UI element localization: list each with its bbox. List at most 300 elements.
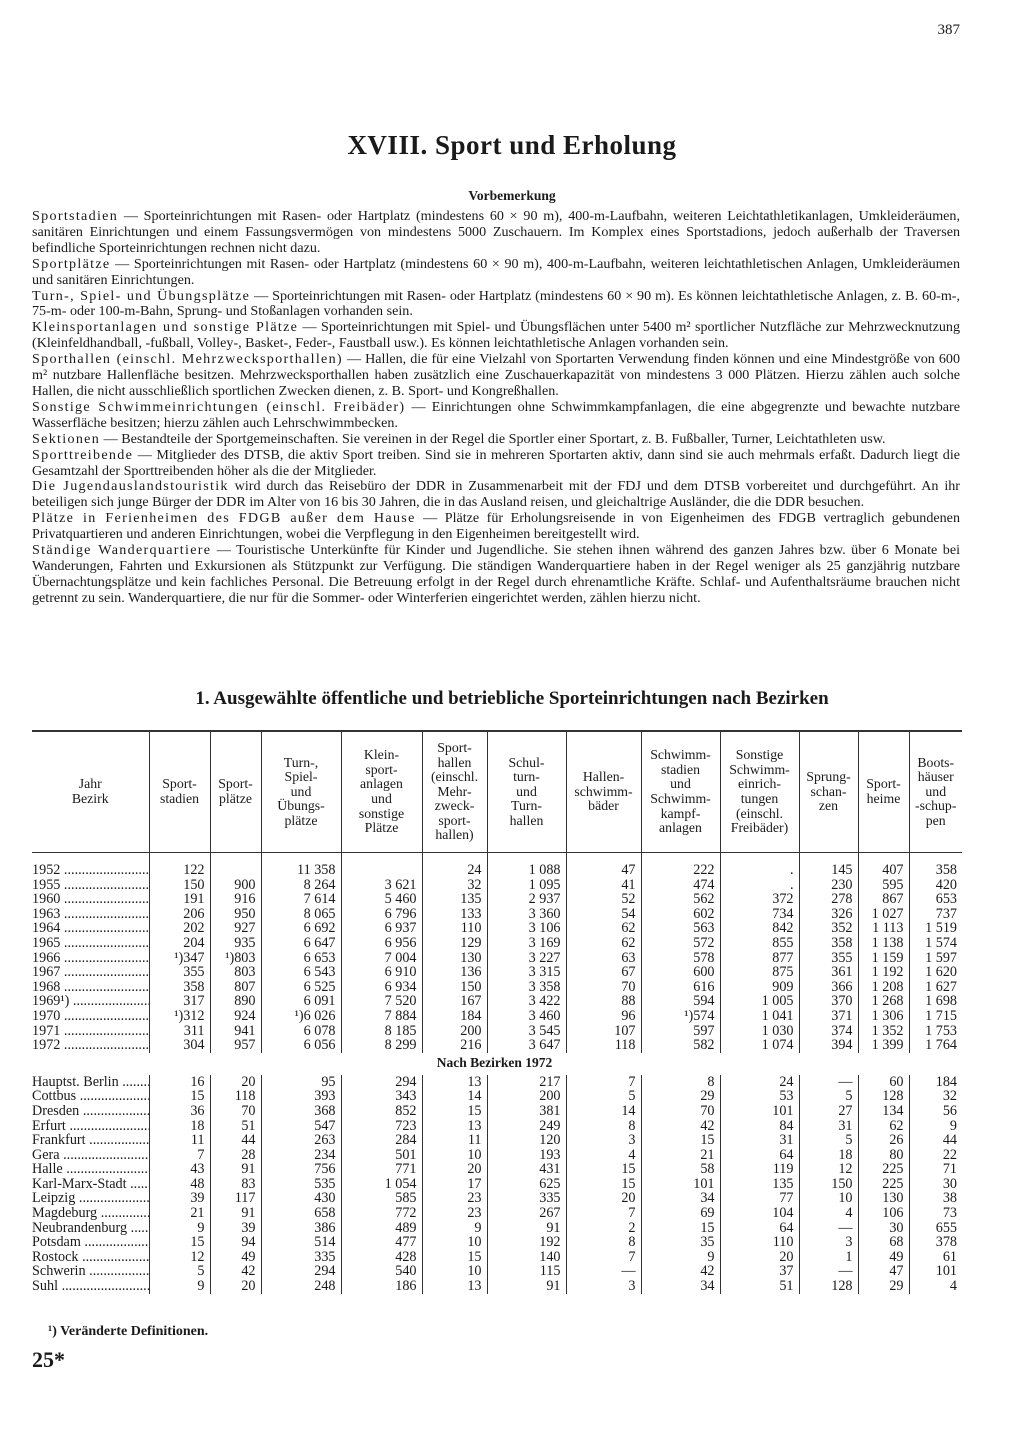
table-cell: 355 xyxy=(149,965,210,980)
table-cell: 41 xyxy=(566,878,641,893)
table-cell: 6 078 xyxy=(261,1024,341,1039)
table-cell: 924 xyxy=(210,1009,261,1024)
table-cell: 7 xyxy=(566,1206,641,1221)
table-cell: 514 xyxy=(261,1235,341,1250)
table-cell: 5 xyxy=(799,1089,858,1104)
table-cell: 61 xyxy=(909,1250,962,1265)
table-cell: 248 xyxy=(261,1279,341,1294)
table-cell: 7 xyxy=(149,1148,210,1163)
table-cell: 597 xyxy=(641,1024,720,1039)
table-cell: 5 xyxy=(566,1089,641,1104)
table-cell: 562 xyxy=(641,892,720,907)
table-cell: 6 647 xyxy=(261,936,341,951)
vorbemerkung-paragraph xyxy=(32,479,960,511)
table-cell: 10 xyxy=(422,1235,487,1250)
table-cell: 11 358 xyxy=(261,863,341,878)
table-cell: 807 xyxy=(210,980,261,995)
table-cell: 1 519 xyxy=(909,921,962,936)
row-label xyxy=(32,878,149,893)
row-label-text: Magdeburg ..... xyxy=(32,1206,149,1221)
table-cell: 20 xyxy=(566,1191,641,1206)
section-header: Nach Bezirken 1972 xyxy=(436,1055,553,1071)
row-label-text: Frankfurt ..... xyxy=(32,1133,149,1148)
table-cell: 35 xyxy=(641,1235,720,1250)
table-row xyxy=(32,1162,962,1177)
table-cell: 96 xyxy=(566,1009,641,1024)
table-cell: 18 xyxy=(149,1119,210,1134)
table-cell: 20 xyxy=(210,1075,261,1090)
table-cell: 625 xyxy=(487,1177,566,1192)
table-cell: 36 xyxy=(149,1104,210,1119)
table-cell: 900 xyxy=(210,878,261,893)
table-row xyxy=(32,1024,962,1039)
table-cell: ¹)312 xyxy=(149,1009,210,1024)
table-row xyxy=(32,1075,962,1090)
table-cell: 1 208 xyxy=(858,980,909,995)
table-cell: 204 xyxy=(149,936,210,951)
table-cell: 6 956 xyxy=(341,936,422,951)
row-label xyxy=(32,965,149,980)
row-label-text: Schwerin ..... xyxy=(32,1264,149,1279)
table-cell: 420 xyxy=(909,878,962,893)
table-row xyxy=(32,921,962,936)
table-title: 1. Ausgewählte öffentliche und betriebliche Sporteinrichtungen nach Bezirken xyxy=(195,688,829,709)
table-cell: 34 xyxy=(641,1191,720,1206)
definition-text: — Sporteinrichtungen mit Spiel- und Übungsflächen unter 5400 m² sportlicher Nutzfläche zur Mehrzwecknutzung (Kleinfeldhandball, -fußball, Volley-, Basket-, Feder-, Faustball usw.). Es können leichtathletische Anlagen vorhanden sein. xyxy=(32,319,960,352)
row-label-text: Potsdam ..... xyxy=(32,1235,149,1250)
table-cell: 734 xyxy=(720,907,799,922)
row-label xyxy=(32,980,149,995)
table-cell: 26 xyxy=(858,1133,909,1148)
row-label xyxy=(32,921,149,936)
table-cell xyxy=(210,863,261,878)
table-cell: 24 xyxy=(422,863,487,878)
table-cell: 135 xyxy=(720,1177,799,1192)
table-cell: 3 xyxy=(566,1279,641,1294)
table-cell: 1 597 xyxy=(909,951,962,966)
table-cell: 44 xyxy=(210,1133,261,1148)
table-cell: 38 xyxy=(909,1191,962,1206)
definition-text: — Sporteinrichtungen mit Rasen- oder Hartplatz (mindestens 60 × 90 m), 400-m-Laufbahn, weiteren leichtathletischen Anlagen, Umkleideräumen und sanitären Einrichtungen. xyxy=(32,255,960,288)
table-cell: 8 264 xyxy=(261,878,341,893)
table-cell: 2 937 xyxy=(487,892,566,907)
row-label-text: 1952 ..... xyxy=(32,863,149,878)
table-cell: 12 xyxy=(799,1162,858,1177)
table-row xyxy=(32,1038,962,1053)
table-row xyxy=(32,936,962,951)
definition-text: — Sporteinrichtungen mit Rasen- oder Hartplatz (mindestens 60 × 90 m), 400-m-Laufbahn, weiteren Leichtathletikanlagen, Umkleideräumen, sanitären Einrichtungen und einem Fassungsvermögen von mindestens 5000 Zuschauern. Im Komplex eines Sportstadions, jedoch außerhalb der Traversen befindliche Sporteinrichtungen rechnen nicht dazu. xyxy=(32,208,960,256)
table-cell: 803 xyxy=(210,965,261,980)
table-cell: 6 692 xyxy=(261,921,341,936)
table-cell: 83 xyxy=(210,1177,261,1192)
row-label xyxy=(32,907,149,922)
vorbemerkung-paragraph xyxy=(32,352,960,400)
table-cell: 20 xyxy=(422,1162,487,1177)
row-label xyxy=(32,1089,149,1104)
table-cell: 1 113 xyxy=(858,921,909,936)
table-cell: 60 xyxy=(858,1075,909,1090)
table-row xyxy=(32,1133,962,1148)
table-cell: 10 xyxy=(422,1264,487,1279)
table-cell: 6 056 xyxy=(261,1038,341,1053)
table-cell: 8 xyxy=(566,1235,641,1250)
table-row xyxy=(32,965,962,980)
table-cell: 386 xyxy=(261,1221,341,1236)
table-cell: 1 027 xyxy=(858,907,909,922)
definition-text: — Sporteinrichtungen mit Rasen- oder Hartplatz (mindestens 60 × 90 m). Es können leichtathletische Anlagen, z. B. 60-m-, 75-m- oder 100-m-Bahn, Sprung- und Stoßanlagen vorhanden sein. xyxy=(32,287,960,320)
table-cell: 135 xyxy=(422,892,487,907)
table-cell: 842 xyxy=(720,921,799,936)
table-cell: 115 xyxy=(487,1264,566,1279)
table-cell: 489 xyxy=(341,1221,422,1236)
table-cell: 867 xyxy=(858,892,909,907)
definition-term: Plätze in Ferienheimen des FDGB außer dem Hause xyxy=(32,510,416,527)
table-cell: 771 xyxy=(341,1162,422,1177)
table-cell: 230 xyxy=(799,878,858,893)
table-cell: 304 xyxy=(149,1038,210,1053)
table-cell: 5 460 xyxy=(341,892,422,907)
definition-text: — Bestandteile der Sportgemeinschaften. Sie vereinen in der Regel die Sportler einer Sportart, z. B. Fußballer, Turner, Leichtathleten usw. xyxy=(100,430,886,447)
table-cell: 13 xyxy=(422,1075,487,1090)
table-cell: 950 xyxy=(210,907,261,922)
row-label-text: 1969¹) ..... xyxy=(32,994,149,1009)
row-label-text: 1964 ..... xyxy=(32,921,149,936)
table-cell: 7 614 xyxy=(261,892,341,907)
table-cell: . xyxy=(720,863,799,878)
table-cell: 1 306 xyxy=(858,1009,909,1024)
table-cell: 9 xyxy=(641,1250,720,1265)
row-label-text: 1967 ..... xyxy=(32,965,149,980)
table-cell: 294 xyxy=(341,1075,422,1090)
row-label-text: 1972 ..... xyxy=(32,1038,149,1053)
table-cell: 474 xyxy=(641,878,720,893)
table-cell: 13 xyxy=(422,1279,487,1294)
table-cell: 217 xyxy=(487,1075,566,1090)
table-cell: 6 653 xyxy=(261,951,341,966)
table-cell: 11 xyxy=(422,1133,487,1148)
table-cell: 6 910 xyxy=(341,965,422,980)
table-cell: 101 xyxy=(720,1104,799,1119)
table-cell: 370 xyxy=(799,994,858,1009)
table-cell: 39 xyxy=(210,1221,261,1236)
table-cell: 69 xyxy=(641,1206,720,1221)
definition-term: Ständige Wanderquartiere xyxy=(32,542,212,559)
table-cell: 49 xyxy=(210,1250,261,1265)
table-cell: 6 796 xyxy=(341,907,422,922)
table-row xyxy=(32,980,962,995)
table-cell: 42 xyxy=(641,1264,720,1279)
table-row xyxy=(32,951,962,966)
table-cell: 909 xyxy=(720,980,799,995)
footnote: ¹) Veränderte Definitionen. xyxy=(48,1324,209,1339)
row-label-text: 1960 ..... xyxy=(32,892,149,907)
table-cell: 4 xyxy=(566,1148,641,1163)
table-cell: 1 054 xyxy=(341,1177,422,1192)
table-cell: 1 698 xyxy=(909,994,962,1009)
table-cell: 3 358 xyxy=(487,980,566,995)
table-cell: 128 xyxy=(799,1279,858,1294)
table-cell: 29 xyxy=(858,1279,909,1294)
table-cell: 140 xyxy=(487,1250,566,1265)
row-label xyxy=(32,1250,149,1265)
table-row xyxy=(32,1279,962,1294)
page-number: 387 xyxy=(937,22,960,38)
table-cell: 18 xyxy=(799,1148,858,1163)
table-cell: 8 xyxy=(641,1075,720,1090)
table-row xyxy=(32,892,962,907)
table-cell: 563 xyxy=(641,921,720,936)
table-cell: 3 169 xyxy=(487,936,566,951)
table-cell: 540 xyxy=(341,1264,422,1279)
table-cell: 15 xyxy=(566,1177,641,1192)
table-cell: ¹)574 xyxy=(641,1009,720,1024)
table-cell: 3 315 xyxy=(487,965,566,980)
table-cell: 572 xyxy=(641,936,720,951)
table-cell: 957 xyxy=(210,1038,261,1053)
table-cell: 311 xyxy=(149,1024,210,1039)
table-cell: 7 xyxy=(566,1075,641,1090)
table-cell: 117 xyxy=(210,1191,261,1206)
table-cell: 106 xyxy=(858,1206,909,1221)
table-cell: 1 620 xyxy=(909,965,962,980)
table-cell: 73 xyxy=(909,1206,962,1221)
table-cell: 407 xyxy=(858,863,909,878)
table-cell: 941 xyxy=(210,1024,261,1039)
vorbemerkung-title: Vorbemerkung xyxy=(468,188,556,203)
table-cell: 122 xyxy=(149,863,210,878)
table-cell: 133 xyxy=(422,907,487,922)
table-cell: 1 399 xyxy=(858,1038,909,1053)
table-cell: 145 xyxy=(799,863,858,878)
table-cell: 278 xyxy=(799,892,858,907)
table-cell: 167 xyxy=(422,994,487,1009)
row-label-text: Erfurt ..... xyxy=(32,1119,149,1134)
row-label xyxy=(32,1104,149,1119)
table-cell: 15 xyxy=(641,1133,720,1148)
table-cell: 118 xyxy=(210,1089,261,1104)
column-header: Sonstige Schwimm- einrich- tungen (einschl. Freibäder) xyxy=(720,731,799,853)
vorbemerkung-text xyxy=(32,209,960,607)
table-cell: 27 xyxy=(799,1104,858,1119)
row-label-text: 1966 ..... xyxy=(32,951,149,966)
table-cell: 70 xyxy=(641,1104,720,1119)
table-cell: 48 xyxy=(149,1177,210,1192)
table-cell: 22 xyxy=(909,1148,962,1163)
table-cell: 317 xyxy=(149,994,210,1009)
table-cell: 95 xyxy=(261,1075,341,1090)
table-cell: 3 460 xyxy=(487,1009,566,1024)
table-row xyxy=(32,1177,962,1192)
table-cell: 15 xyxy=(566,1162,641,1177)
table-cell: 110 xyxy=(720,1235,799,1250)
table-cell: 249 xyxy=(487,1119,566,1134)
table-cell: 64 xyxy=(720,1221,799,1236)
table-cell: 6 937 xyxy=(341,921,422,936)
table-cell: 3 621 xyxy=(341,878,422,893)
table-cell: 70 xyxy=(210,1104,261,1119)
column-header: Hallen- schwimm- bäder xyxy=(566,731,641,853)
table-cell: 1 715 xyxy=(909,1009,962,1024)
table-cell: 13 xyxy=(422,1119,487,1134)
table-cell: 9 xyxy=(422,1221,487,1236)
table-cell: 655 xyxy=(909,1221,962,1236)
table-cell: 1 138 xyxy=(858,936,909,951)
table-cell: 14 xyxy=(422,1089,487,1104)
row-label xyxy=(32,951,149,966)
table-cell: 47 xyxy=(858,1264,909,1279)
table-cell: 225 xyxy=(858,1177,909,1192)
row-label xyxy=(32,1206,149,1221)
table-cell: 430 xyxy=(261,1191,341,1206)
table-row xyxy=(32,1089,962,1104)
table-row xyxy=(32,1206,962,1221)
table-cell: 1 159 xyxy=(858,951,909,966)
table-cell: 267 xyxy=(487,1206,566,1221)
table-cell: 7 884 xyxy=(341,1009,422,1024)
row-label-text: Hauptst. Berlin ..... xyxy=(32,1075,149,1090)
table-cell: 358 xyxy=(149,980,210,995)
table-cell: 51 xyxy=(210,1119,261,1134)
column-header: Sport- hallen (einschl. Mehr- zweck- sport- hallen) xyxy=(422,731,487,853)
table-cell: 1 088 xyxy=(487,863,566,878)
table-cell: 20 xyxy=(720,1250,799,1265)
table-cell: 1 005 xyxy=(720,994,799,1009)
vorbemerkung-paragraph xyxy=(32,209,960,257)
table-cell: 129 xyxy=(422,936,487,951)
table-row xyxy=(32,863,962,878)
table-cell: 186 xyxy=(341,1279,422,1294)
table-cell: ¹)803 xyxy=(210,951,261,966)
table-cell: 64 xyxy=(720,1148,799,1163)
definition-term: Sektionen xyxy=(32,430,101,447)
table-cell: 43 xyxy=(149,1162,210,1177)
table-cell: 51 xyxy=(720,1279,799,1294)
definition-term: Sporthallen (einschl. Mehrzwecksporthallen) xyxy=(32,351,343,368)
table-cell: 1 041 xyxy=(720,1009,799,1024)
column-header: Schul- turn- und Turn- hallen xyxy=(487,731,566,853)
table-cell: 206 xyxy=(149,907,210,922)
table-cell: 101 xyxy=(909,1264,962,1279)
table-cell: 17 xyxy=(422,1177,487,1192)
table-cell: 8 299 xyxy=(341,1038,422,1053)
table-cell: 772 xyxy=(341,1206,422,1221)
row-label-text: 1971 ..... xyxy=(32,1024,149,1039)
table-cell: 91 xyxy=(487,1221,566,1236)
table-cell: 600 xyxy=(641,965,720,980)
table-cell: 63 xyxy=(566,951,641,966)
table-cell: 44 xyxy=(909,1133,962,1148)
table-cell: 110 xyxy=(422,921,487,936)
row-label-text: 1955 ..... xyxy=(32,878,149,893)
table-cell: 394 xyxy=(799,1038,858,1053)
table-cell: 77 xyxy=(720,1191,799,1206)
table-cell: 91 xyxy=(487,1279,566,1294)
row-label xyxy=(32,1009,149,1024)
table-cell: 7 xyxy=(566,1250,641,1265)
definition-term: Turn-, Spiel- und Übungsplätze xyxy=(32,287,251,304)
table-cell: 361 xyxy=(799,965,858,980)
table-cell: 9 xyxy=(149,1279,210,1294)
table-cell: 47 xyxy=(566,863,641,878)
table-cell: 15 xyxy=(641,1221,720,1236)
table-cell: 855 xyxy=(720,936,799,951)
table-cell: 56 xyxy=(909,1104,962,1119)
table-cell: 8 065 xyxy=(261,907,341,922)
table-cell: 200 xyxy=(422,1024,487,1039)
table-cell: 358 xyxy=(799,936,858,951)
table-cell: 1 xyxy=(799,1250,858,1265)
table-cell: 3 545 xyxy=(487,1024,566,1039)
definition-text: wird durch das Reisebüro der DDR in Zusammenarbeit mit der FDJ und dem DTSB vorbereitet und durchgeführt. An ihr beteiligen sich junge Bürger der DDR im Alter von 16 bis 30 Jahren, die in das Ausland reisen, und gleichaltrige Ausländer, die die DDR besuchen. xyxy=(32,478,961,511)
table-cell: 119 xyxy=(720,1162,799,1177)
column-header: Sport- heime xyxy=(858,731,909,853)
table-cell: 343 xyxy=(341,1089,422,1104)
page-signature: 25* xyxy=(32,1347,65,1372)
table-row xyxy=(32,994,962,1009)
table-cell: 6 934 xyxy=(341,980,422,995)
table-cell: 595 xyxy=(858,878,909,893)
table-cell: 120 xyxy=(487,1133,566,1148)
vorbemerkung-paragraph xyxy=(32,543,960,607)
vorbemerkung-paragraph xyxy=(32,400,960,432)
table-cell: 326 xyxy=(799,907,858,922)
table-cell: 737 xyxy=(909,907,962,922)
row-label xyxy=(32,863,149,878)
table-cell: 3 xyxy=(566,1133,641,1148)
table-cell: 28 xyxy=(210,1148,261,1163)
table-cell: — xyxy=(799,1221,858,1236)
table-cell: 91 xyxy=(210,1162,261,1177)
row-label xyxy=(32,1235,149,1250)
table-cell: 20 xyxy=(210,1279,261,1294)
table-cell: 88 xyxy=(566,994,641,1009)
table-cell: 1 074 xyxy=(720,1038,799,1053)
table-cell: 130 xyxy=(422,951,487,966)
row-label xyxy=(32,1162,149,1177)
table-cell: ¹)347 xyxy=(149,951,210,966)
table-cell: 130 xyxy=(858,1191,909,1206)
table-cell: 3 422 xyxy=(487,994,566,1009)
table-cell: 8 185 xyxy=(341,1024,422,1039)
table-cell: 14 xyxy=(566,1104,641,1119)
table-cell: 31 xyxy=(799,1119,858,1134)
table-cell: 935 xyxy=(210,936,261,951)
vorbemerkung-paragraph xyxy=(32,448,960,480)
table-cell: 877 xyxy=(720,951,799,966)
table-cell: 101 xyxy=(641,1177,720,1192)
table-cell: 193 xyxy=(487,1148,566,1163)
table-cell: 150 xyxy=(149,878,210,893)
table-cell: 1 095 xyxy=(487,878,566,893)
table-row xyxy=(32,1009,962,1024)
table-cell: 49 xyxy=(858,1250,909,1265)
row-label xyxy=(32,1038,149,1053)
table-cell: 3 360 xyxy=(487,907,566,922)
vorbemerkung-paragraph xyxy=(32,289,960,321)
definition-term: Sportstadien xyxy=(32,208,119,224)
row-label xyxy=(32,1024,149,1039)
table-cell: 535 xyxy=(261,1177,341,1192)
table-cell: . xyxy=(720,878,799,893)
table-cell: 80 xyxy=(858,1148,909,1163)
table-cell: 374 xyxy=(799,1024,858,1039)
table-cell: ¹)6 026 xyxy=(261,1009,341,1024)
row-label-text: 1963 ..... xyxy=(32,907,149,922)
table-cell: 371 xyxy=(799,1009,858,1024)
table-cell: 136 xyxy=(422,965,487,980)
table-cell: 184 xyxy=(909,1075,962,1090)
table-row xyxy=(32,1119,962,1134)
